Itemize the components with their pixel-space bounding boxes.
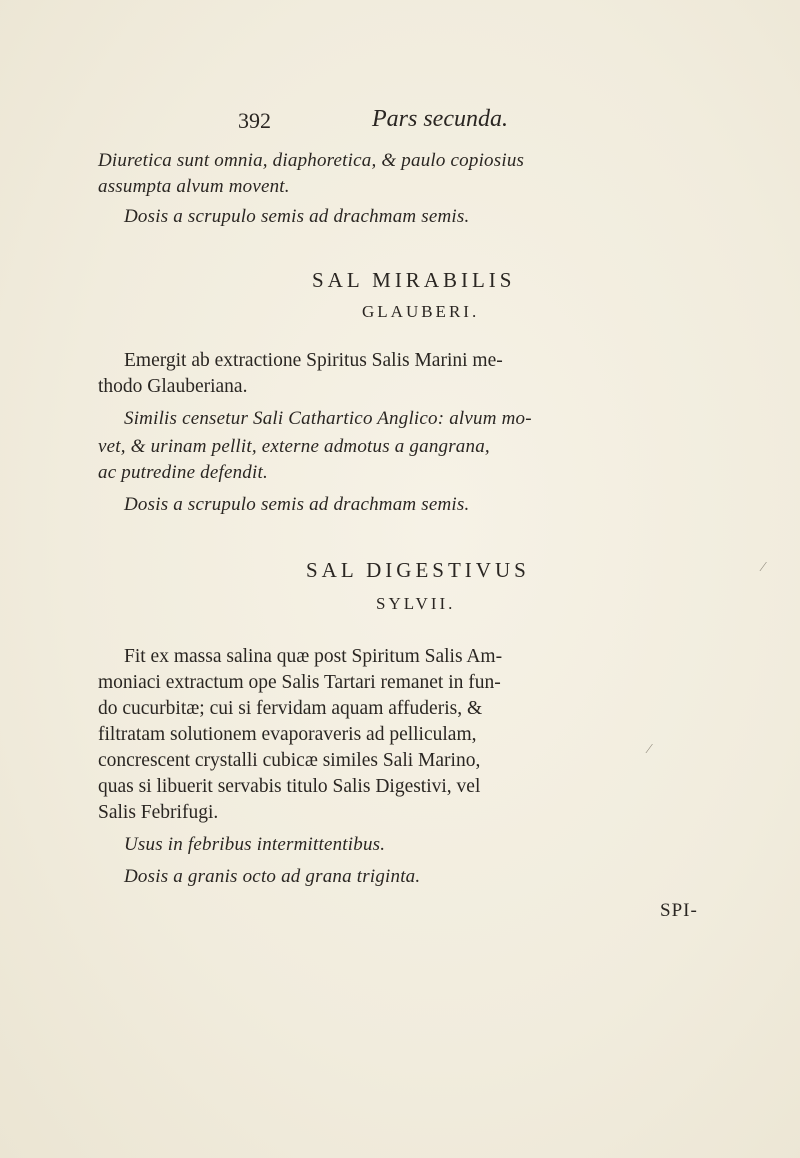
text-line: Similis censetur Sali Cathartico Anglico: alvum mo- [124, 408, 532, 429]
dose-line: Dosis a scrupulo semis ad drachmam semis. [124, 206, 470, 227]
text-line: concrescent crystalli cubicæ similes Sali Marino, [98, 750, 481, 771]
page-number: 392 [238, 108, 271, 133]
dose-line: Dosis a scrupulo semis ad drachmam semis. [124, 494, 470, 515]
text-line: ac putredine defendit. [98, 462, 268, 483]
text-line: Salis Febrifugi. [98, 802, 219, 823]
text-line: moniaci extractum ope Salis Tartari remanet in fun- [98, 672, 501, 693]
dose-line: Dosis a granis octo ad grana triginta. [124, 866, 421, 887]
text-line: Diuretica sunt omnia, diaphoretica, & paulo copiosius [98, 150, 525, 171]
text-line: quas si libuerit servabis titulo Salis Digestivi, vel [98, 776, 481, 797]
section-subtitle: SYLVII. [376, 594, 456, 613]
bleed-through-mark: ⁄ [762, 560, 765, 575]
section-title: SAL MIRABILIS [312, 268, 516, 292]
text-line: Fit ex massa salina quæ post Spiritum Salis Am- [124, 646, 503, 667]
text-line: filtratam solutionem evaporaveris ad pelliculam, [98, 724, 477, 745]
text-line: Emergit ab extractione Spiritus Salis Marini me- [124, 350, 503, 371]
bleed-through-mark: ⁄ [648, 742, 651, 757]
text-line: assumpta alvum movent. [98, 176, 290, 197]
text-line: thodo Glauberiana. [98, 376, 248, 397]
section-title: SAL DIGESTIVUS [306, 558, 530, 582]
catchword: SPI- [660, 900, 698, 921]
usus-line: Usus in febribus intermittentibus. [124, 834, 386, 855]
text-line: do cucurbitæ; cui si fervidam aquam affuderis, & [98, 698, 483, 719]
text-line: vet, & urinam pellit, externe admotus a gangrana, [98, 436, 490, 457]
section-subtitle: GLAUBERI. [362, 302, 480, 321]
running-title: Pars secunda. [372, 106, 508, 132]
